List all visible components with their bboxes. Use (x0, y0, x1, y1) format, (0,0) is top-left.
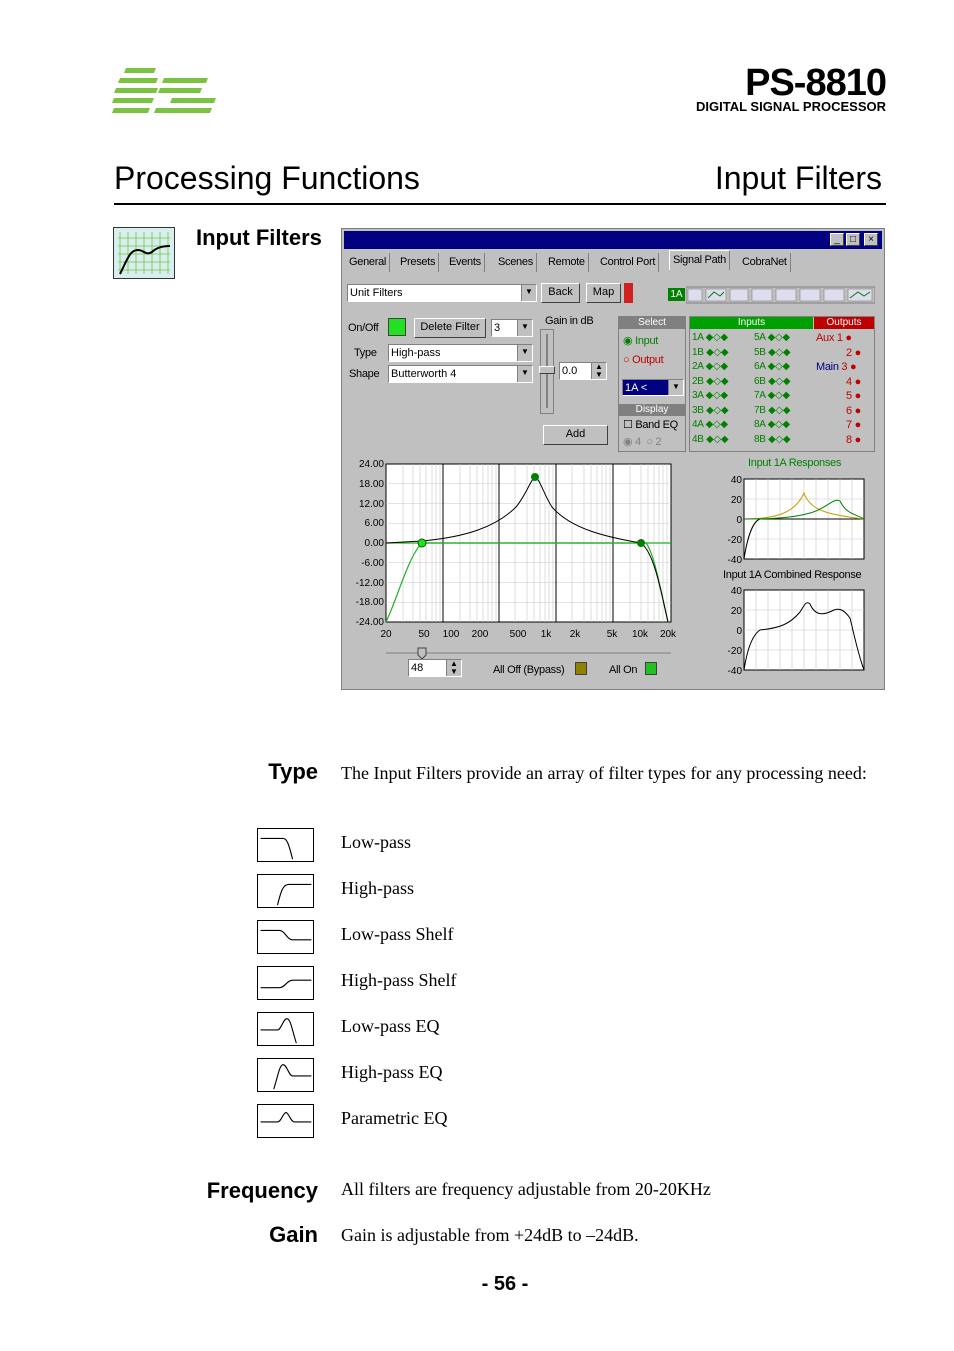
input-radio[interactable]: ◉ Input (623, 335, 659, 347)
tab-scenes[interactable]: Scenes (495, 253, 537, 272)
x-tick: 20k (659, 629, 677, 640)
sidebar-heading: Input Filters (196, 225, 322, 250)
type-intro: The Input Filters provide an array of filter types for any processing need: (341, 763, 867, 783)
filter-shape-select[interactable]: Butterworth 4 ▼ (388, 365, 533, 383)
y-tick: -6.00 (361, 558, 384, 569)
minimize-icon[interactable]: _ (830, 233, 844, 246)
mini-y-tick: -20 (727, 646, 742, 657)
x-tick: 100 (442, 629, 460, 640)
chevron-down-icon: ▼ (521, 285, 536, 301)
frequency-heading: Frequency (206, 1178, 318, 1203)
gain-heading: Gain (269, 1222, 318, 1247)
y-tick: 24.00 (358, 459, 384, 470)
gain-slider-thumb[interactable] (539, 366, 555, 374)
filter-type-label: Low-pass Shelf (341, 924, 454, 944)
gain-slider[interactable] (540, 329, 554, 414)
mini-y-tick: -20 (727, 535, 742, 546)
high-pass-shelf-icon (257, 966, 314, 1000)
map-indicator (624, 283, 633, 303)
tab-cobranet[interactable]: CobraNet (739, 253, 791, 272)
bss-logo (112, 66, 218, 116)
inputs-column-2: 5A ◆◇◆ 5B ◆◇◆ 6A ◆◇◆ 6B ◆◇◆ 7A ◆◇◆ 7B ◆◇◆ 8A ◆◇◆ 8B ◆◇◆ (754, 332, 791, 445)
channel-select[interactable]: 1A < ▼ (622, 379, 684, 396)
inputs-header: Inputs (690, 317, 813, 329)
lowpass-node-handle[interactable] (637, 539, 645, 547)
x-tick: 200 (471, 629, 489, 640)
tab-presets[interactable]: Presets (397, 253, 439, 272)
add-button[interactable]: Add (543, 425, 608, 445)
all-on-button[interactable] (645, 662, 657, 675)
onoff-toggle[interactable] (388, 318, 406, 336)
all-on-label: All On (609, 664, 638, 676)
output-radio[interactable]: ○ Output (623, 354, 664, 366)
mini-y-tick: -40 (727, 555, 742, 565)
low-pass-eq-icon (257, 1012, 314, 1046)
filter-response-graph[interactable] (346, 457, 686, 687)
display-header: Display (619, 404, 685, 416)
gain-label: Gain in dB (545, 315, 594, 327)
inputs-column-1: 1A ◆◇◆ 1B ◆◇◆ 2A ◆◇◆ 2B ◆◇◆ 3A ◆◇◆ 3B ◆◇◆ 4A ◆◇◆ 4B ◆◇◆ (692, 332, 729, 445)
tab-control-port[interactable]: Control Port (597, 253, 659, 272)
y-tick: -24.00 (355, 617, 384, 628)
x-tick: 1k (540, 629, 552, 640)
combined-title: Input 1A Combined Response (723, 569, 862, 581)
filter-type-select[interactable]: High-pass ▼ (388, 344, 533, 362)
tab-bar (346, 253, 880, 273)
high-pass-icon (257, 874, 314, 908)
maximize-icon[interactable]: □ (846, 233, 860, 246)
x-tick: 5k (606, 629, 618, 640)
gain-text: Gain is adjustable from +24dB to –24dB. (341, 1225, 639, 1245)
filter-type-label: Parametric EQ (341, 1108, 448, 1128)
tab-signal-path[interactable]: Signal Path (669, 250, 730, 270)
chevron-down-icon: ▼ (517, 320, 532, 336)
filter-type-label: Low-pass (341, 832, 411, 852)
back-button[interactable]: Back (541, 283, 580, 303)
filter-type-label: High-pass Shelf (341, 970, 457, 990)
chevron-down-icon: ▼ (517, 345, 532, 361)
x-tick: 2k (569, 629, 581, 640)
select-panel (618, 316, 686, 452)
spin-arrows-icon[interactable]: ▲ ▼ (591, 363, 606, 379)
title-bar (344, 231, 882, 249)
frequency-spinbox[interactable]: 48 ▲ ▼ (408, 659, 462, 677)
outputs-column: Aux 1 ● 2 ● Main 3 ● 4 ● 5 ● 6 ● 7 ● 8 ● (816, 332, 861, 446)
x-tick: 50 (418, 629, 430, 640)
all-off-label: All Off (Bypass) (493, 664, 565, 676)
mini-y-tick: 20 (730, 495, 742, 506)
gain-spinbox[interactable]: 0.0 ▲ ▼ (559, 362, 607, 380)
filter-type-label: High-pass (341, 878, 414, 898)
routing-matrix (689, 316, 875, 452)
mini-y-tick: 40 (730, 586, 742, 597)
freq-slider-thumb[interactable] (418, 648, 426, 659)
subsection-title: Input Filters (714, 160, 882, 196)
x-tick: 20 (380, 629, 392, 640)
low-pass-icon (257, 828, 314, 862)
unit-filters-select[interactable]: Unit Filters ▼ (347, 284, 537, 302)
header-rule (114, 203, 886, 205)
outputs-header: Outputs (814, 317, 874, 329)
y-tick: 6.00 (364, 518, 384, 529)
responses-title: Input 1A Responses (748, 457, 842, 469)
input-filters-thumbnail-icon (113, 227, 175, 279)
model-subtitle: DIGITAL SIGNAL PROCESSOR (696, 99, 886, 114)
x-tick: 10k (631, 629, 649, 640)
chevron-down-icon: ▼ (517, 366, 532, 382)
display-radio-group[interactable]: ◉ 4 ○ 2 (623, 436, 662, 448)
low-pass-shelf-icon (257, 920, 314, 954)
mini-y-tick: -40 (727, 666, 742, 677)
channel-badge: 1A (668, 288, 685, 301)
onoff-label: On/Off (348, 322, 379, 334)
tab-general[interactable]: General (346, 253, 390, 272)
parametric-eq-icon (257, 1104, 314, 1138)
filter-number-select[interactable]: 3 ▼ (491, 319, 533, 337)
responses-graph (720, 473, 870, 565)
y-tick: -12.00 (355, 578, 384, 589)
page-number: - 56 - (481, 1273, 529, 1295)
filter-type-label: Low-pass EQ (341, 1016, 440, 1036)
y-tick: 12.00 (358, 499, 384, 510)
model-name: PS-8810 (745, 62, 886, 104)
delete-filter-button[interactable]: Delete Filter (414, 318, 486, 338)
all-off-button[interactable] (575, 662, 587, 675)
mini-y-tick: 0 (736, 515, 742, 526)
close-icon[interactable]: × (864, 233, 878, 246)
input-filters-window (341, 228, 885, 690)
tab-events[interactable]: Events (446, 253, 485, 272)
peq-node-handle[interactable] (531, 473, 539, 481)
high-pass-eq-icon (257, 1058, 314, 1092)
filter-node-handle[interactable] (418, 539, 426, 547)
type-heading: Type (268, 759, 318, 784)
combined-response-graph (720, 584, 870, 678)
map-button[interactable]: Map (586, 283, 621, 303)
shape-label: Shape (349, 368, 380, 380)
mini-y-tick: 40 (730, 475, 742, 486)
band-eq-checkbox[interactable]: ☐ Band EQ (623, 419, 678, 431)
mini-y-tick: 0 (736, 626, 742, 637)
section-title: Processing Functions (114, 160, 420, 196)
filter-type-label: High-pass EQ (341, 1062, 443, 1082)
spin-arrows-icon[interactable]: ▲ ▼ (446, 660, 461, 676)
y-tick: -18.00 (355, 597, 384, 608)
signal-path-strip-icon[interactable] (686, 286, 875, 304)
x-tick: 500 (509, 629, 527, 640)
chevron-down-icon: ▼ (668, 380, 683, 395)
y-tick: 18.00 (358, 479, 384, 490)
tab-remote[interactable]: Remote (545, 253, 589, 272)
select-header: Select (619, 317, 685, 329)
type-label: Type (354, 347, 377, 359)
frequency-text: All filters are frequency adjustable from 20-20KHz (341, 1179, 711, 1199)
mini-y-tick: 20 (730, 606, 742, 617)
y-tick: 0.00 (364, 538, 384, 549)
